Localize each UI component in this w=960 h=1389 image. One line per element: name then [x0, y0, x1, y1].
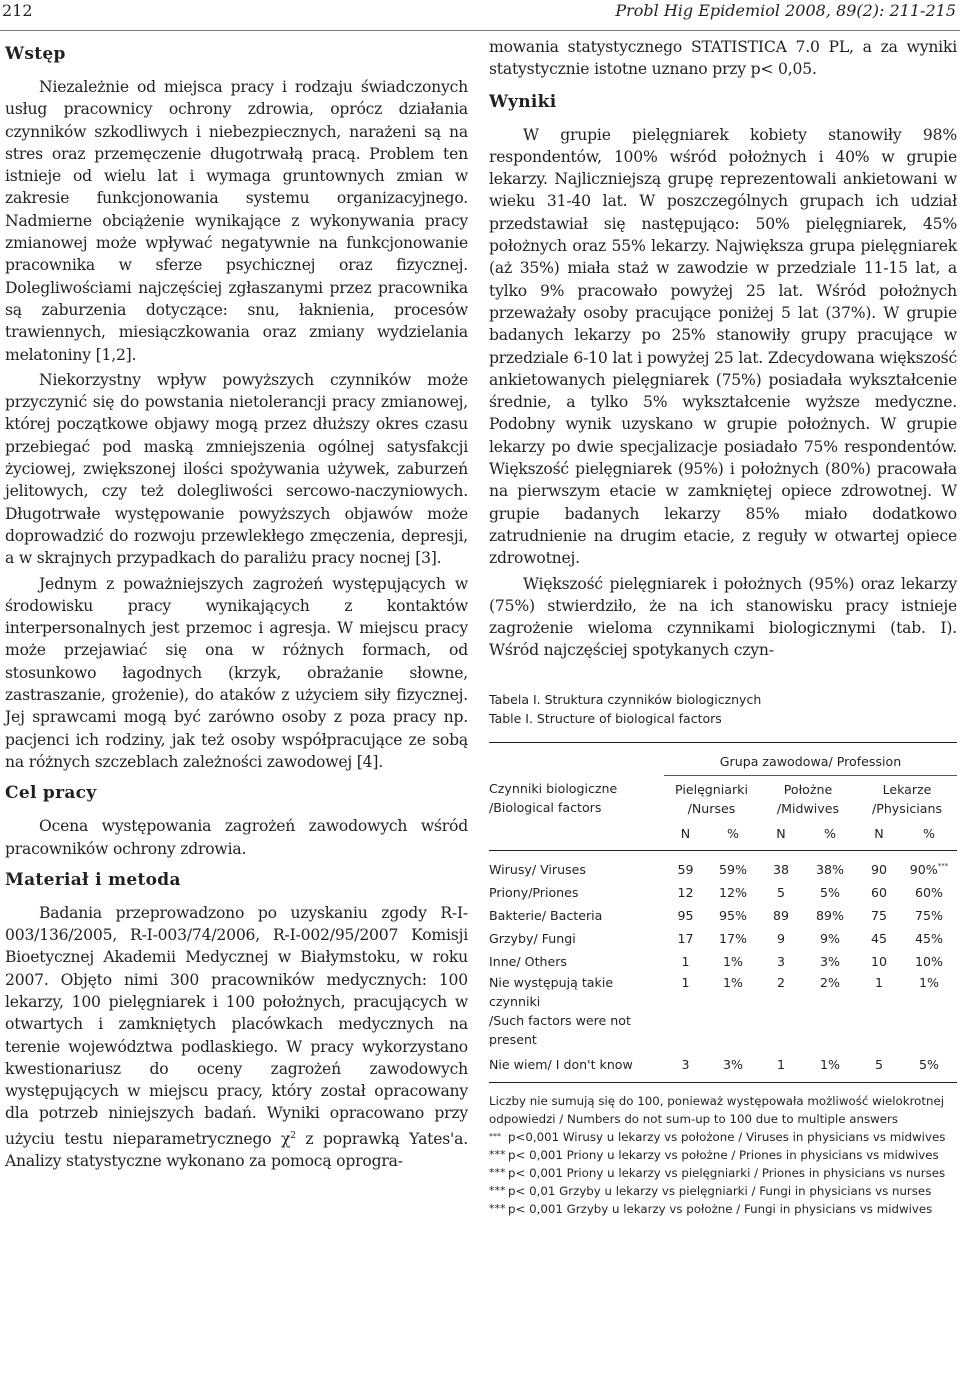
paragraph: W grupie pielęgniarek kobiety stanowiły 98% respondentów, 100% wśród położnych i 40% w grupie lekarzy. Najliczniejszą grupę reprezentowali ankietowani w wieku 31-40 lat. W poszczególnych grupach ich udział przedstawiał się następująco: 50% pielęgniarek, 45% położnych oraz 55% lekarzy. Największa grupa pielęgniarek (aż 35%) miała staż w zawodzie w przedziale 11-15 lat, a tylko 9% pracowało powyżej 25 lat. Wśród położnych przeważały osoby pracujące poniżej 5 lat (37%). W grupie badanych lekarzy po 25% stanowiły grupy pracujące w przedziale 6-10 lat i powyżej 25 lat. Zdecydowana większość ankietowanych pielęgniarek (75%) posiadała wykształcenie średnie, a tylko 5% wykształcenie wyższe medyczne. Podobny wynik uzyskano w grupie położnych. W grupie lekarzy po dwie specjalizacje posiadało 75% respondentów. Większość pielęgniarek (95%) i położnych (80%) pracowała na pierwszym etacie w zamkniętej opiece zdrowotnej. W grupie badanych lekarzy 85% miało dodatkowo zatrudnienie na drugim etacie, z reguły w otwartej opiece zdrowotnej.	[489, 125, 957, 568]
significance-note	[489, 1146, 957, 1164]
percent-cell	[803, 1053, 857, 1076]
percent-cell	[901, 858, 957, 881]
cell-value: 5%	[919, 1056, 939, 1072]
cell-value: 95	[677, 907, 694, 923]
page-number: 212	[2, 1, 33, 20]
group-nurses	[664, 775, 759, 818]
section-heading-wyniki: Wyniki	[489, 91, 557, 112]
left-column	[5, 36, 468, 1173]
paragraph-text: Badania przeprowadzono po uzyskaniu zgody R-I-003/136/2005, R-I-003/74/2006, R-I-002/95/2007 Komisji Bioetycznej Akademii Medycznej w Białymstoku, w roku 2007. Objęto nimi 300 pracowników medycznych: 100 lekarzy, 100 pielęgniarek i 100 położnych, pracujących w otwartych i zamkniętych placówkach medycznych na terenie województwa podlaskiego. W pracy wykorzystano kwestionariusz do oceny zagrożeń zawodowych występujących w miejscu pracy, który został opracowany dla potrzeb niniejszych badań. Wyniki opracowano przy użyciu testu nieparametrycznego χ	[5, 903, 468, 1148]
factor-label: Nie wiem/ I don't know	[489, 1056, 633, 1072]
factor-label: Nie występują takie czynniki	[489, 974, 614, 1009]
factor-cell	[489, 973, 664, 1053]
count-cell	[664, 858, 707, 881]
percent-cell	[707, 973, 759, 1053]
note-text: p< 0,001 Priony u lekarzy vs położne / Priones in physicians vs midwives	[508, 1147, 939, 1162]
cell-value: 38%	[816, 861, 844, 877]
percent-cell	[803, 973, 857, 1053]
cell-value: 89	[772, 907, 790, 923]
paragraph: Ocena występowania zagrożeń zawodowych wśród pracowników ochrony zdrowia.	[5, 817, 468, 858]
paragraph: Niezależnie od miejsca pracy i rodzaju świadczonych usług pracownicy ochrony zdrowia, oprócz działania czynników szkodliwych i niebezpiecznych, narażeni są na stres oraz przemęczenie długotrwałą pracą. Problem ten istnieje od wielu lat i wymaga gruntownych zmian w zakresie funkcjonowania systemu organizacyjnego. Nadmierne obciążenie wynikające z wykonywania pracy zmianowej może wpływać negatywnie na funkcjonowanie pracownika w sferze psychicznej oraz fizycznej. Dolegliwościami najczęściej zgłaszanymi przez pracownika są zaburzenia dotyczące: snu, łaknienia, procesów trawiennych, miesiączkowania oraz zmiany wydzielania melatoniny [1,2].	[5, 78, 468, 364]
cell-value: 45	[870, 930, 888, 946]
cell-value: 12	[677, 884, 694, 900]
table-row	[489, 858, 957, 881]
cell-value: 5%	[820, 884, 840, 900]
factor-cell	[489, 950, 664, 973]
paragraph	[5, 902, 468, 1173]
right-column	[489, 36, 957, 1218]
table-notes	[489, 1082, 957, 1218]
group-label: Położne	[783, 781, 833, 797]
col-n: N	[776, 826, 786, 842]
count-cell	[664, 881, 707, 904]
percent-cell	[803, 904, 857, 927]
count-cell	[759, 1053, 803, 1076]
table-row	[489, 881, 957, 904]
percent-cell	[901, 1053, 957, 1076]
count-cell	[857, 881, 901, 904]
percent-cell	[707, 950, 759, 973]
col-pct: %	[727, 826, 739, 842]
cell-value: 1	[776, 1056, 785, 1072]
section-heading-material: Materiał i metoda	[5, 869, 181, 890]
factor-cell	[489, 881, 664, 904]
paragraph-text: z poprawką Yates'a. Analizy statystyczne wykonano za pomocą oprogra-	[5, 1129, 468, 1171]
table-row	[489, 1053, 957, 1076]
section-heading-cel: Cel pracy	[5, 783, 97, 804]
table-caption-pl: Tabela I. Struktura czynników biologicznych	[489, 691, 762, 707]
group-physicians	[857, 775, 957, 818]
cell-value: 10	[870, 953, 888, 969]
group-label: /Physicians	[871, 800, 943, 816]
count-cell	[664, 973, 707, 1053]
percent-cell	[707, 927, 759, 950]
percent-cell	[803, 881, 857, 904]
cell-value: 95%	[719, 907, 747, 923]
count-cell	[664, 950, 707, 973]
cell-value: 5	[874, 1056, 883, 1072]
significance-mark: ***	[489, 1201, 506, 1215]
percent-cell	[901, 927, 957, 950]
group-label: /Nurses	[687, 800, 736, 816]
significance-notes	[489, 1128, 957, 1218]
col-pct: %	[923, 826, 935, 842]
note-text: p< 0,001 Priony u lekarzy vs pielęgniarki / Priones in physicians vs nurses	[508, 1165, 946, 1180]
section-heading-wstep: Wstęp	[5, 44, 66, 64]
cell-value: 38	[772, 861, 790, 877]
cell-value: 9%	[820, 930, 840, 946]
count-cell	[857, 1053, 901, 1076]
percent-cell	[803, 858, 857, 881]
cell-value: 3	[681, 1056, 690, 1072]
cell-value: 1%	[919, 974, 939, 990]
superscript: 2	[290, 1130, 296, 1141]
cell-value: 59	[677, 861, 694, 877]
cell-value: 12%	[719, 884, 747, 900]
count-cell	[857, 973, 901, 1053]
cell-value: 17	[677, 930, 694, 946]
factor-cell	[489, 1053, 664, 1076]
table-caption	[489, 690, 957, 728]
factor-label: Bakterie/ Bacteria	[489, 907, 603, 923]
count-cell	[759, 904, 803, 927]
cell-value: 59%	[719, 861, 747, 877]
table-row	[489, 904, 957, 927]
factor-header-line: Czynniki biologiczne	[489, 781, 618, 797]
count-cell	[759, 881, 803, 904]
significance-mark: ***	[489, 1131, 501, 1141]
percent-cell	[707, 1053, 759, 1076]
count-cell	[857, 927, 901, 950]
cell-value: 1%	[820, 1056, 840, 1072]
journal-citation: Probl Hig Epidemiol 2008, 89(2): 211-215	[615, 1, 956, 20]
cell-value: 3%	[723, 1056, 743, 1072]
percent-cell	[901, 904, 957, 927]
count-cell	[857, 904, 901, 927]
col-n: N	[680, 826, 691, 842]
running-header	[0, 0, 960, 31]
significance-note	[489, 1182, 957, 1200]
cell-value: 3	[776, 953, 785, 969]
cell-value: 10%	[915, 953, 943, 969]
col-n: N	[874, 826, 884, 842]
percent-cell	[707, 858, 759, 881]
note-text: p< 0,01 Grzyby u lekarzy vs pielęgniarki / Fungi in physicians vs nurses	[508, 1183, 932, 1198]
cell-value: 45%	[915, 930, 943, 946]
significance-note	[489, 1200, 957, 1218]
cell-value: 90	[870, 861, 888, 877]
factor-cell	[489, 858, 664, 881]
cell-value: 1	[874, 974, 883, 990]
count-cell	[857, 950, 901, 973]
factor-cell	[489, 927, 664, 950]
count-cell	[664, 1053, 707, 1076]
group-header: Grupa zawodowa/ Profession	[664, 743, 957, 776]
note-text: p< 0,001 Grzyby u lekarzy vs położne / Fungi in physicians vs midwives	[508, 1201, 933, 1216]
cell-value: 1%	[723, 974, 743, 990]
percent-cell	[803, 927, 857, 950]
count-cell	[759, 950, 803, 973]
factor-label: Grzyby/ Fungi	[489, 930, 576, 946]
count-cell	[759, 858, 803, 881]
percent-cell	[901, 950, 957, 973]
factor-label: /Such factors were not present	[489, 1012, 631, 1047]
significance-mark: ***	[489, 1183, 506, 1197]
cell-value: 17%	[719, 930, 747, 946]
table-body	[489, 858, 957, 1076]
cell-value: 60	[870, 884, 888, 900]
cell-value: 2	[776, 974, 785, 990]
note-text: p<0,001 Wirusy u lekarzy vs położone / Viruses in physicians vs midwives	[508, 1129, 946, 1144]
table-row	[489, 973, 957, 1053]
cell-value: 1%	[723, 953, 743, 969]
count-cell	[664, 904, 707, 927]
cell-value: 5	[776, 884, 785, 900]
col-pct: %	[824, 826, 836, 842]
biological-factors-table	[489, 743, 957, 1076]
significance-note	[489, 1164, 957, 1182]
paragraph: Jednym z poważniejszych zagrożeń występujących w środowisku pracy wynikających z kontaktów interpersonalnych jest przemoc i agresja. W miejscu pracy może przejawiać się ona w różnych formach, od stosunkowo łagodnych (krzyk, obrażanie słowne, zastraszanie, grożenie), do ataków z użyciem siły fizycznej. Jej sprawcami mogą być zarówno osoby z poza pracy np. pacjenci ich rodziny, jak też osoby współpracujące ze sobą na różnych szczeblach zależności zawodowej [4].	[5, 574, 468, 771]
percent-cell	[901, 881, 957, 904]
percent-cell	[803, 950, 857, 973]
cell-value: 1	[681, 953, 690, 969]
significance-mark: ***	[489, 1147, 506, 1161]
group-label: /Midwives	[776, 800, 840, 816]
count-cell	[759, 973, 803, 1053]
count-cell	[759, 927, 803, 950]
significance-note	[489, 1128, 957, 1146]
cell-value: 90%	[909, 861, 938, 877]
significance-mark: ***	[937, 861, 949, 870]
paragraph: Niekorzystny wpływ powyższych czynników może przyczynić się do powstania nietolerancji pracy zmianowej, której początkowe objawy mogą przez dłuższy okres czasu przebiegać pod maską zmniejszenia ogólnej satysfakcji życiowej, zwiększonej ilości spożywania używek, zaburzeń jelitowych, czy też dolegliwości sercowo-naczyniowych. Długotrwałe występowanie powyższych objawów może doprowadzić do rozwoju przewlekłego zmęczenia, depresji, a w skrajnych przypadkach do paraliżu pracy nocnej [3].	[5, 370, 468, 568]
paragraph: Większość pielęgniarek i położnych (95%) oraz lekarzy (75%) stwierdziło, że na ich stanowisku pracy istnieje zagrożenie wieloma czynnikami biologicznymi (tab. I). Wśród najczęściej spotykanych czyn-	[489, 574, 957, 660]
factor-label: Priony/Priones	[489, 884, 579, 900]
significance-mark: ***	[489, 1165, 506, 1179]
factor-header	[489, 775, 664, 818]
cell-value: 75%	[915, 907, 943, 923]
table-note-main: Liczby nie sumują się do 100, ponieważ występowała możliwość wielokrotnej odpowiedzi / Numbers do not sum-up to 100 due to multiple answers	[489, 1093, 945, 1126]
table-wrapper	[489, 742, 957, 1076]
table-caption-en: Table I. Structure of biological factors	[489, 710, 722, 726]
factor-label: Wirusy/ Viruses	[489, 861, 586, 877]
factor-label: Inne/ Others	[489, 953, 567, 969]
cell-value: 2%	[820, 974, 840, 990]
factor-header-line: /Biological factors	[489, 800, 602, 816]
group-label: Pielęgniarki	[675, 781, 748, 797]
percent-cell	[707, 881, 759, 904]
table-row	[489, 927, 957, 950]
group-midwives	[759, 775, 857, 818]
paragraph: mowania statystycznego STATISTICA 7.0 PL, a za wyniki statystycznie istotne uznano przy p< 0,05.	[489, 38, 957, 79]
cell-value: 89%	[816, 907, 844, 923]
table-row	[489, 950, 957, 973]
group-label: Lekarze	[882, 781, 932, 797]
factor-cell	[489, 904, 664, 927]
count-cell	[857, 858, 901, 881]
cell-value: 75	[870, 907, 888, 923]
cell-value: 1	[681, 974, 690, 990]
percent-cell	[707, 904, 759, 927]
cell-value: 60%	[915, 884, 943, 900]
percent-cell	[901, 973, 957, 1053]
cell-value: 9	[776, 930, 785, 946]
cell-value: 3%	[820, 953, 840, 969]
count-cell	[664, 927, 707, 950]
